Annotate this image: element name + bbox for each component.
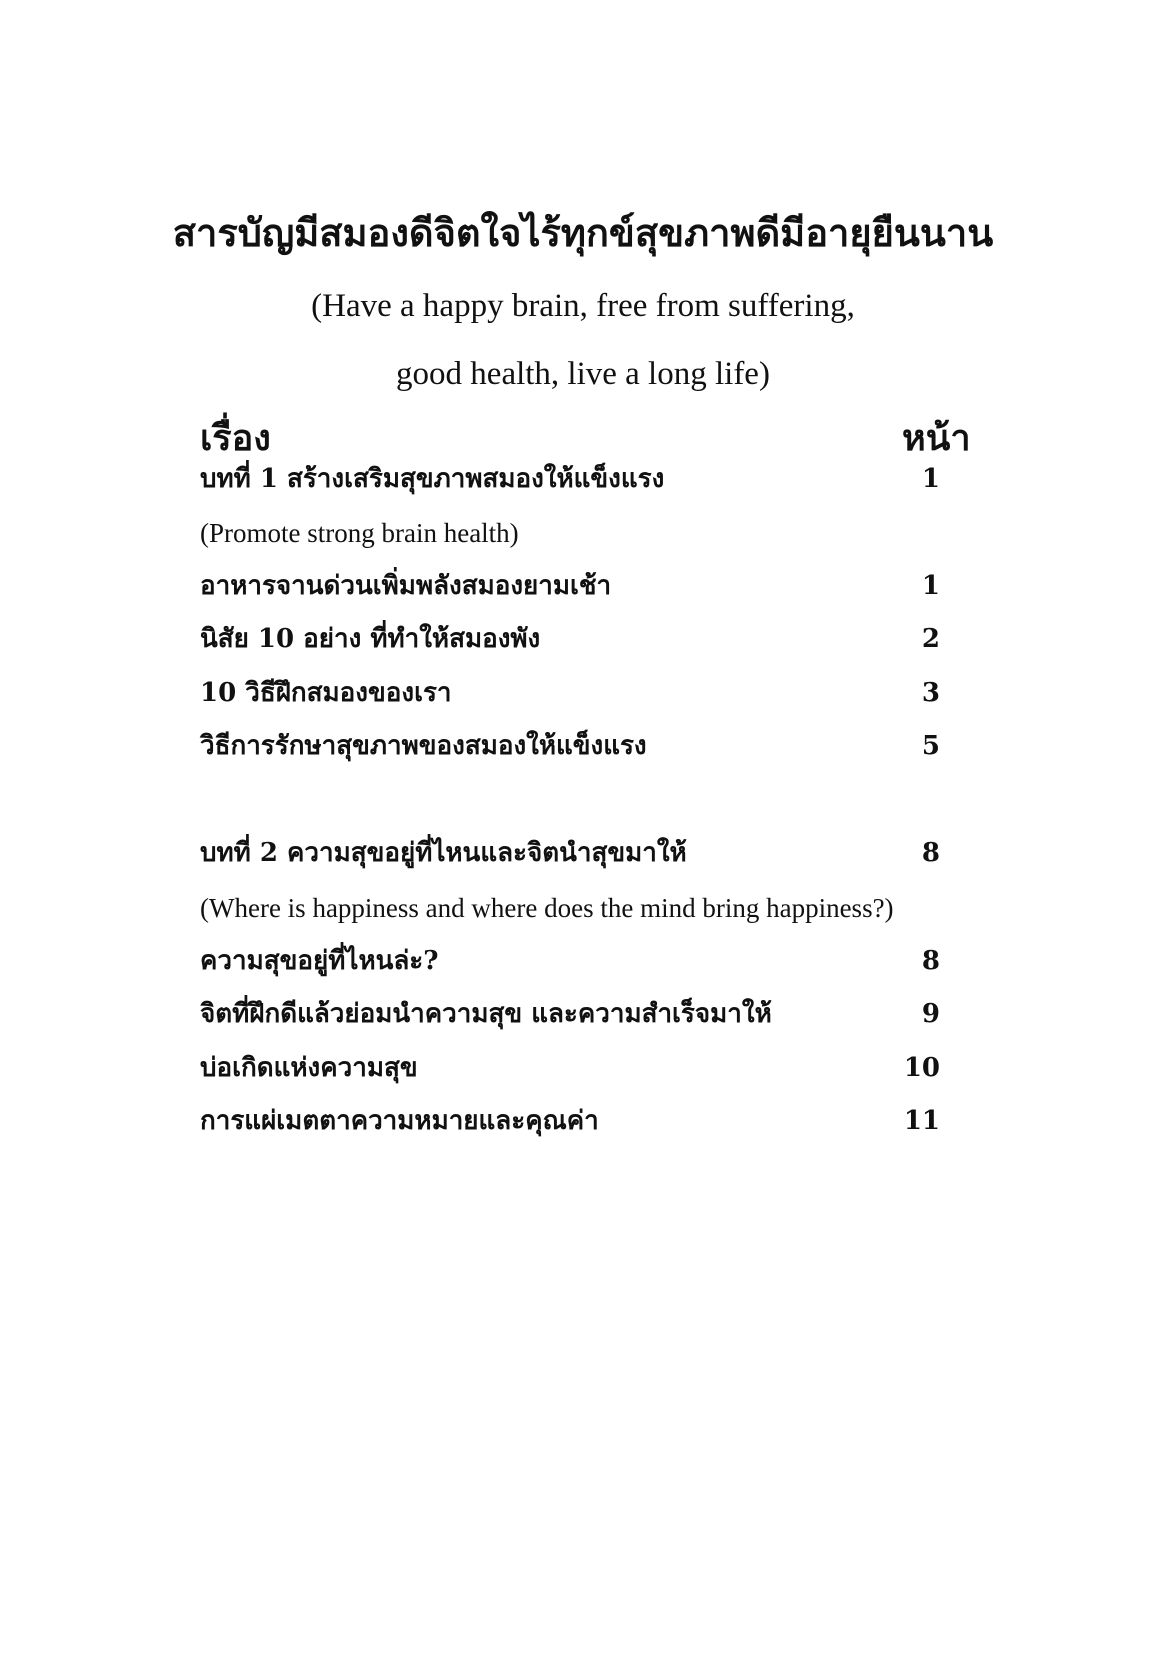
toc-column-heading-topic: เรื่อง [200, 417, 271, 459]
toc-page-number: 1 [921, 571, 940, 601]
toc-page-number: 1 [921, 464, 940, 494]
toc-page-number: 3 [921, 678, 940, 708]
document-title: สารบัญมีสมองดีจิตใจไร้ทุกข์สุขภาพดีมีอายุยืนนาน [172, 210, 994, 255]
toc-chapter-title: บทที่ 1 สร้างเสริมสุขภาพสมองให้แข็งแรง [200, 464, 665, 494]
toc-entry-title: นิสัย 10 อย่าง ที่ทำให้สมองพัง [200, 624, 541, 654]
toc-entry-title: บ่อเกิดแห่งความสุข [200, 1053, 418, 1083]
toc-entry-title: อาหารจานด่วนเพิ่มพลังสมองยามเช้า [200, 571, 612, 601]
toc-page-number: 5 [921, 731, 940, 761]
toc-entry-title: ความสุขอยู่ที่ไหนล่ะ? [200, 946, 439, 976]
document-subtitle-line-1: (Have a happy brain, free from suffering, [311, 288, 855, 324]
toc-page-number: 8 [921, 838, 940, 868]
toc-entry-title: จิตที่ฝึกดีแล้วย่อมนำความสุข และความสำเร็จมาให้ [200, 999, 772, 1029]
toc-page-number: 11 [903, 1106, 940, 1136]
toc-page-number: 8 [921, 946, 940, 976]
toc-page-number: 10 [903, 1053, 940, 1083]
toc-column-heading-page: หน้า [902, 417, 971, 459]
toc-chapter-english-title: (Where is happiness and where does the mind bring happiness?) [200, 893, 894, 923]
toc-page-number: 2 [921, 624, 940, 654]
document-subtitle-line-2: good health, live a long life) [396, 356, 770, 392]
toc-entry-title: การแผ่เมตตาความหมายและคุณค่า [200, 1106, 599, 1136]
toc-page-number: 9 [921, 999, 940, 1029]
toc-chapter-title: บทที่ 2 ความสุขอยู่ที่ไหนและจิตนำสุขมาให้ [200, 838, 687, 868]
toc-entry-title: วิธีการรักษาสุขภาพของสมองให้แข็งแรง [200, 731, 647, 761]
toc-entry-title: 10 วิธีฝึกสมองของเรา [200, 678, 452, 708]
toc-chapter-english-title: (Promote strong brain health) [200, 518, 519, 548]
